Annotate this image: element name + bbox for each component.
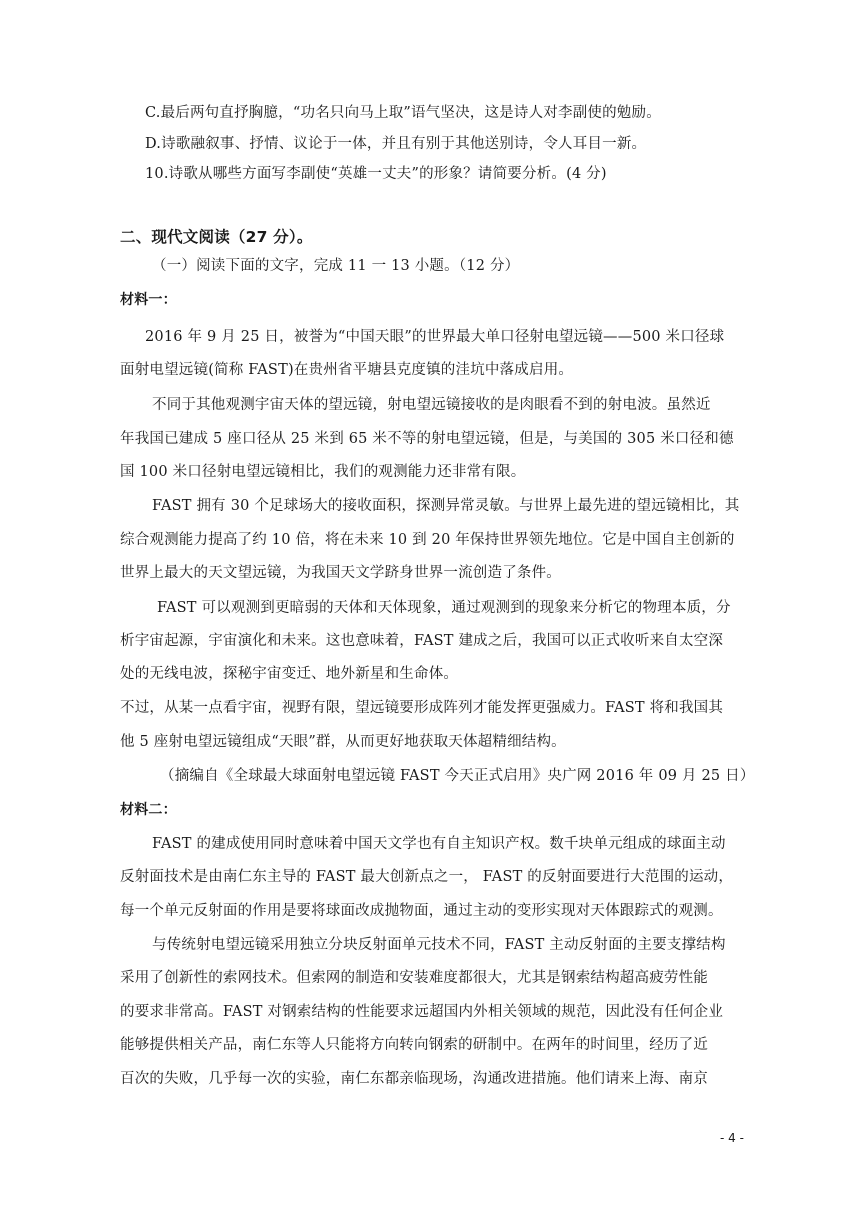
paragraph-line: 的要求非常高。FAST 对钢索结构的性能要求远超国内外相关领域的规范，因此没有任何企业 [120, 1004, 724, 1020]
paragraph-line: 年我国已建成 5 座口径从 25 米到 65 米不等的射电望远镜，但是，与美国的 305 米口径和德 [120, 431, 734, 447]
question-10: 10.诗歌从哪些方面写李副使“英雄一丈夫”的形象？请简要分析。(4 分) [145, 166, 607, 182]
material-one-label: 材料一： [120, 292, 177, 308]
paragraph-line: 2016 年 9 月 25 日，被誉为“中国天眼”的世界最大单口径射电望远镜——500 米口径球 [145, 329, 725, 345]
paragraph-line: 处的无线电波，探秘宇宙变迁、地外新星和生命体。 [120, 666, 459, 682]
paragraph-line: 能够提供相关产品，南仁东等人只能将方向转向钢索的研制中。在两年的时间里，经历了近 [120, 1037, 708, 1053]
paragraph-line: 不同于其他观测宇宙天体的望远镜，射电望远镜接收的是肉眼看不到的射电波。虽然近 [152, 397, 711, 413]
paragraph-line: 析宇宙起源，宇宙演化和未来。这也意味着，FAST 建成之后，我国可以正式收听来自太空深 [120, 633, 724, 649]
paragraph-line: 面射电望远镜(简称 FAST)在贵州省平塘县克度镇的洼坑中落成启用。 [120, 362, 574, 378]
paragraph-line: 每一个单元反射面的作用是要将球面改成抛物面，通过主动的变形实现对天体跟踪式的观测。 [120, 903, 723, 919]
paragraph-line: FAST 的建成使用同时意味着中国天文学也有自主知识产权。数千块单元组成的球面主动 [152, 836, 726, 852]
paragraph-line: 反射面技术是由南仁东主导的 FAST 最大创新点之一， FAST 的反射面要进行大范围的运动， [120, 869, 734, 885]
page-number: - 4 - [720, 1131, 744, 1145]
paragraph-line: 不过，从某一点看宇宙，视野有限，望远镜要形成阵列才能发挥更强威力。FAST 将和我国其 [120, 700, 724, 716]
paragraph-line: 采用了创新性的索网技术。但索网的制造和安装难度都很大，尤其是钢索结构超高疲劳性能 [120, 970, 708, 986]
section-heading: 二、现代文阅读（27 分）。 [120, 228, 313, 246]
paragraph-line: FAST 拥有 30 个足球场大的接收面积，探测异常灵敏。与世界上最先进的望远镜相比，其 [152, 498, 740, 514]
option-c: C.最后两句直抒胸臆，“功名只向马上取”语气坚决，这是诗人对李副使的勉励。 [145, 105, 661, 121]
paragraph-line: 与传统射电望远镜采用独立分块反射面单元技术不同，FAST 主动反射面的主要支撑结构 [152, 937, 726, 953]
material-two-label: 材料二： [120, 802, 177, 818]
paragraph-line: 他 5 座射电望远镜组成“天眼”群，从而更好地获取天体超精细结构。 [120, 734, 566, 750]
paragraph-line: 国 100 米口径射电望远镜相比，我们的观测能力还非常有限。 [120, 464, 526, 480]
paragraph-line: 综合观测能力提高了约 10 倍，将在未来 10 到 20 年保持世界领先地位。它是中国自主创新的 [120, 532, 735, 548]
option-d: D.诗歌融叙事、抒情、议论于一体，并且有别于其他送别诗，令人耳目一新。 [145, 136, 647, 152]
subsection-instruction: （一）阅读下面的文字，完成 11 一 13 小题。（12 分） [152, 258, 520, 274]
paragraph-line: 百次的失败，几乎每一次的实验，南仁东都亲临现场，沟通改进措施。他们请来上海、南京 [120, 1071, 708, 1087]
paragraph-line: 世界上最大的天文望远镜，为我国天文学跻身世界一流创造了条件。 [120, 565, 561, 581]
source-citation: （摘编自《全球最大球面射电望远镜 FAST 今天正式启用》央广网 2016 年 09 月 25 日） [160, 768, 755, 784]
paragraph-line: FAST 可以观测到更暗弱的天体和天体现象，通过观测到的现象来分析它的物理本质，分 [157, 600, 731, 616]
